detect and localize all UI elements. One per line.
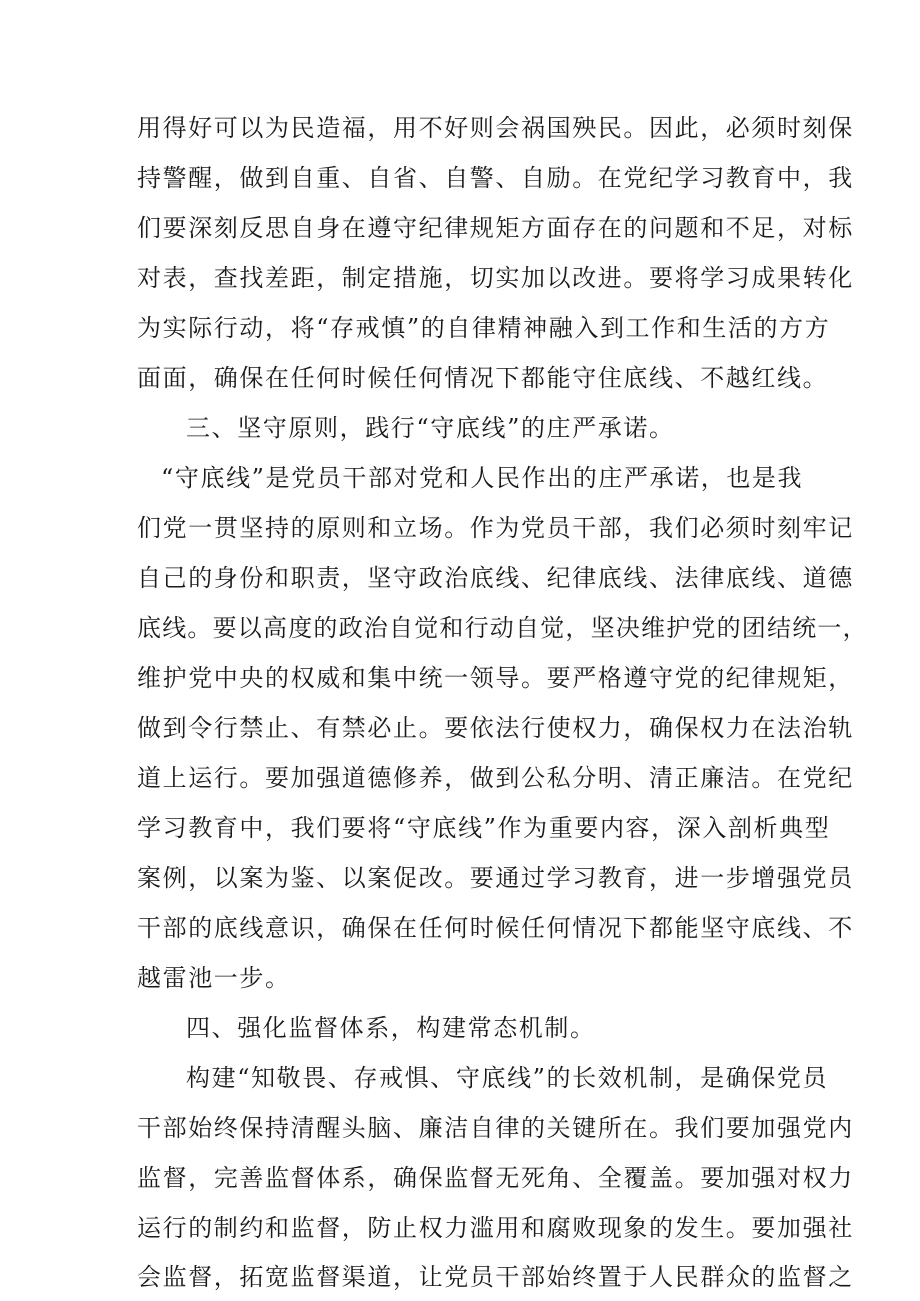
text-line: 干部的底线意识，确保在任何时候任何情况下都能坚守底线、不 — [137, 914, 854, 942]
text-line: 学习教育中，我们要将“守底线”作为重要内容，深入剖析典型 — [137, 814, 831, 842]
text-line: 干部始终保持清醒头脑、廉洁自律的关键所在。我们要加强党内 — [137, 1114, 854, 1142]
text-line: 用得好可以为民造福，用不好则会祸国殃民。因此，必须时刻保 — [137, 114, 854, 142]
text-line: “守底线”是党员干部对党和人民作出的庄严承诺，也是我 — [161, 464, 804, 492]
text-line: 为实际行动，将“存戒慎”的自律精神融入到工作和生活的方方 — [137, 314, 831, 342]
text-line: 维护党中央的权威和集中统一领导。要严格遵守党的纪律规矩， — [137, 664, 854, 692]
text-line: 监督，完善监督体系，确保监督无死角、全覆盖。要加强对权力 — [137, 1164, 854, 1192]
text-line: 运行的制约和监督，防止权力滥用和腐败现象的发生。要加强社 — [137, 1214, 854, 1242]
text-line: 自己的身份和职责，坚守政治底线、纪律底线、法律底线、道德 — [137, 564, 854, 592]
text-line: 做到令行禁止、有禁必止。要依法行使权力，确保权力在法治轨 — [137, 714, 854, 742]
text-line: 们党一贯坚持的原则和立场。作为党员干部，我们必须时刻牢记 — [137, 514, 854, 542]
section-heading: 三、坚守原则，践行“守底线”的庄严承诺。 — [186, 414, 675, 442]
text-line: 面面，确保在任何时候任何情况下都能守住底线、不越红线。 — [137, 364, 829, 392]
text-line: 构建“知敬畏、存戒惧、守底线”的长效机制，是确保党员 — [186, 1064, 829, 1092]
text-line: 们要深刻反思自身在遵守纪律规矩方面存在的问题和不足，对标 — [137, 214, 854, 242]
text-line: 底线。要以高度的政治自觉和行动自觉，坚决维护党的团结统一， — [137, 614, 868, 642]
text-line: 会监督，拓宽监督渠道，让党员干部始终置于人民群众的监督之 — [137, 1263, 854, 1291]
section-heading: 四、强化监督体系，构建常态机制。 — [186, 1014, 596, 1042]
text-line: 持警醒，做到自重、自省、自警、自励。在党纪学习教育中，我 — [137, 164, 854, 192]
text-line: 案例，以案为鉴、以案促改。要通过学习教育，进一步增强党员 — [137, 864, 854, 892]
text-line: 越雷池一步。 — [137, 964, 291, 992]
text-line: 道上运行。要加强道德修养，做到公私分明、清正廉洁。在党纪 — [137, 764, 854, 792]
text-line: 对表，查找差距，制定措施，切实加以改进。要将学习成果转化 — [137, 264, 854, 292]
